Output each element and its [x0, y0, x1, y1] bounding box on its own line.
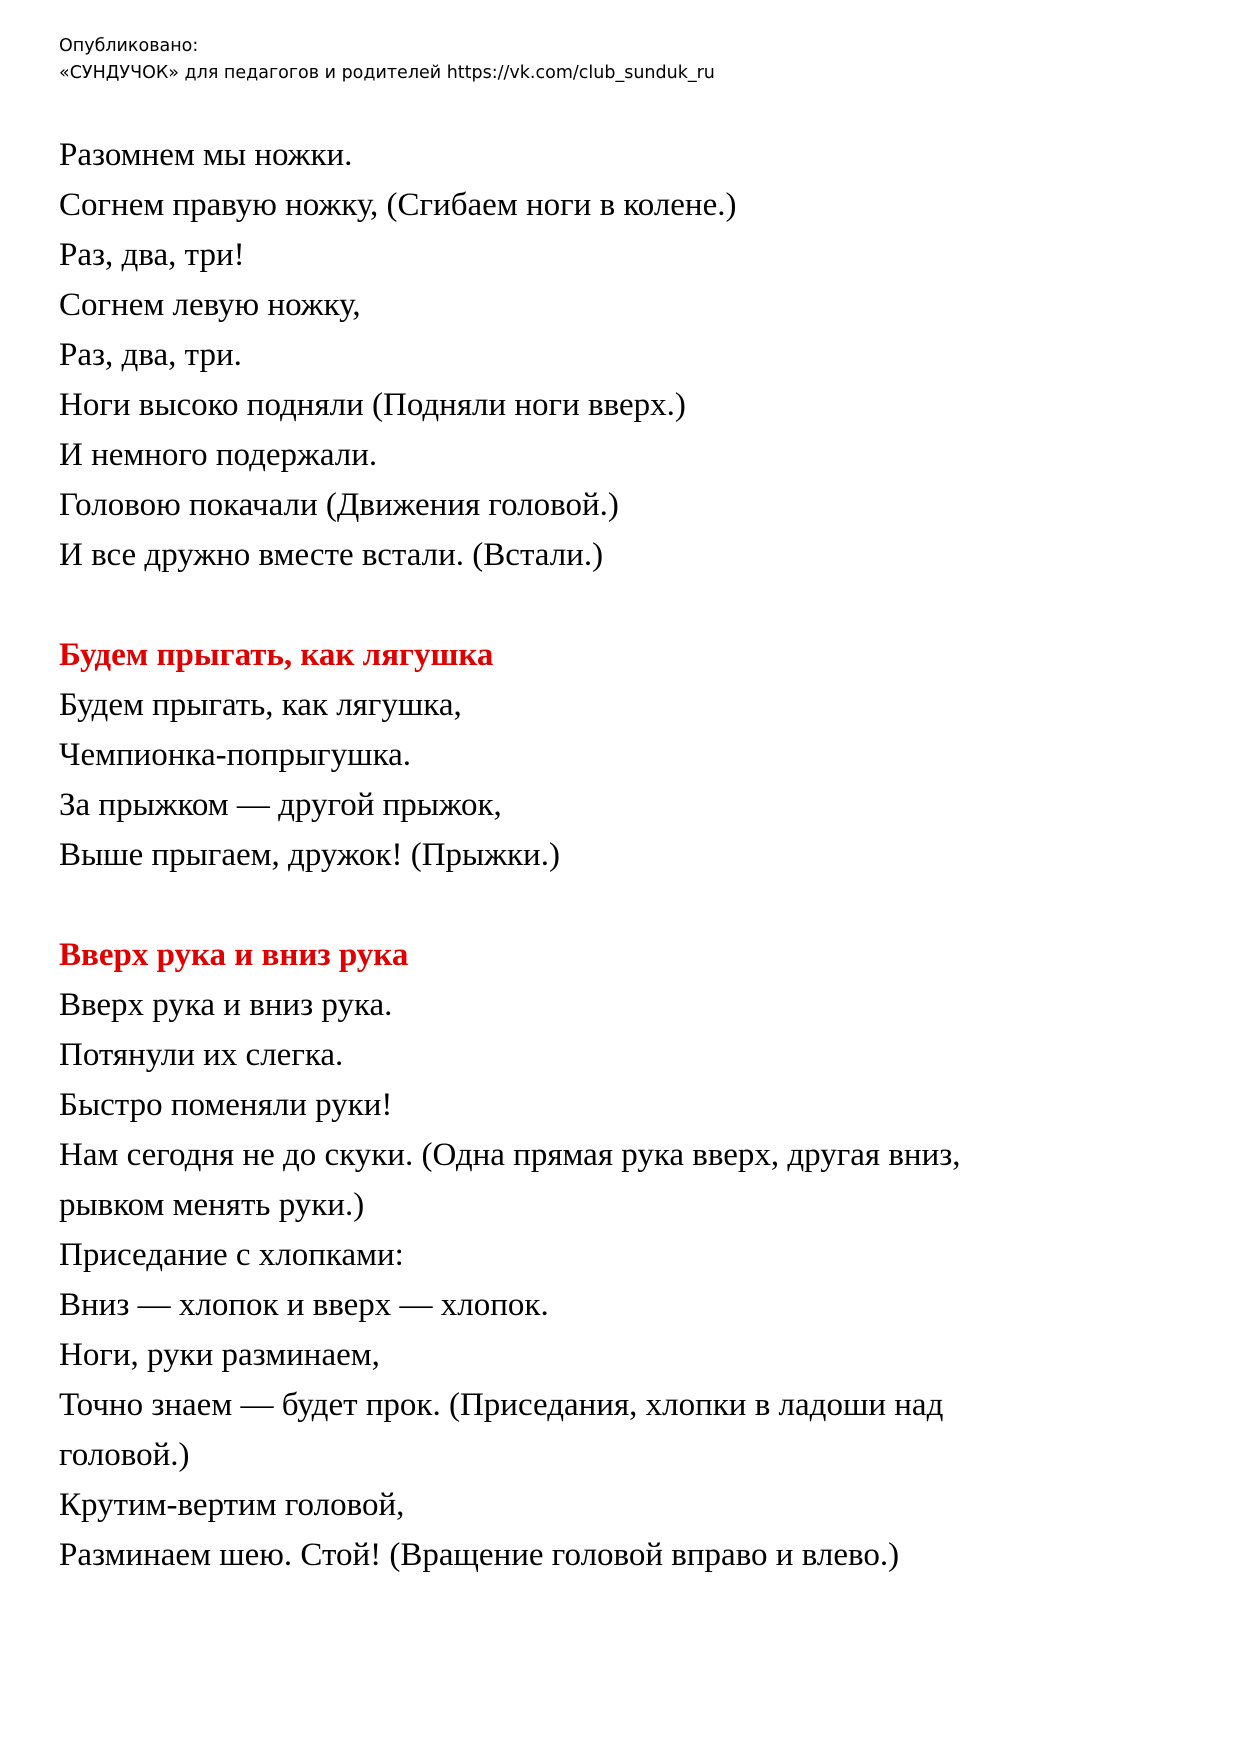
- poem-line: Приседание с хлопками:: [59, 1237, 404, 1273]
- section-2: [59, 630, 1189, 880]
- poem-line: Быстро поменяли руки!: [59, 1087, 393, 1123]
- publisher-credit: «СУНДУЧОК» для педагогов и родителей https://vk.com/club_sunduk_ru: [59, 63, 715, 83]
- poem-content: [59, 130, 1189, 1580]
- section-title: Будем прыгать, как лягушка: [59, 637, 494, 673]
- poem-line: Потянули их слегка.: [59, 1037, 344, 1073]
- poem-line: Раз, два, три!: [59, 237, 245, 273]
- poem-line: И немного подержали.: [59, 437, 378, 473]
- poem-line: Вниз — хлопок и вверх — хлопок.: [59, 1287, 549, 1323]
- poem-line: Выше прыгаем, дружок! (Прыжки.): [59, 837, 560, 873]
- poem-line: Точно знаем — будет прок. (Приседания, хлопки в ладоши над: [59, 1387, 944, 1423]
- poem-line: рывком менять руки.): [59, 1187, 365, 1223]
- published-label: Опубликовано:: [59, 36, 199, 56]
- poem-line: Головою покачали (Движения головой.): [59, 487, 619, 523]
- poem-line: Будем прыгать, как лягушка,: [59, 687, 462, 723]
- section-1: [59, 130, 1189, 580]
- poem-line: Разомнем мы ножки.: [59, 137, 353, 173]
- poem-line: И все дружно вместе встали. (Встали.): [59, 537, 604, 573]
- poem-line: Ноги, руки разминаем,: [59, 1337, 380, 1373]
- section-title: Вверх рука и вниз рука: [59, 937, 409, 973]
- section-3: [59, 930, 1189, 1580]
- poem-line: Вверх рука и вниз рука.: [59, 987, 393, 1023]
- poem-line: Чемпионка-попрыгушка.: [59, 737, 411, 773]
- poem-line: Согнем правую ножку, (Сгибаем ноги в колене.): [59, 187, 737, 223]
- section-spacer: [59, 580, 1189, 630]
- poem-line: Раз, два, три.: [59, 337, 242, 373]
- poem-line: Ноги высоко подняли (Подняли ноги вверх.): [59, 387, 686, 423]
- poem-line: Разминаем шею. Стой! (Вращение головой вправо и влево.): [59, 1537, 900, 1573]
- poem-line: Нам сегодня не до скуки. (Одна прямая рука вверх, другая вниз,: [59, 1137, 961, 1173]
- poem-line: Крутим-вертим головой,: [59, 1487, 405, 1523]
- poem-line: За прыжком — другой прыжок,: [59, 787, 502, 823]
- poem-line: головой.): [59, 1437, 190, 1473]
- section-spacer: [59, 880, 1189, 930]
- publication-header: [59, 33, 715, 87]
- poem-line: Согнем левую ножку,: [59, 287, 361, 323]
